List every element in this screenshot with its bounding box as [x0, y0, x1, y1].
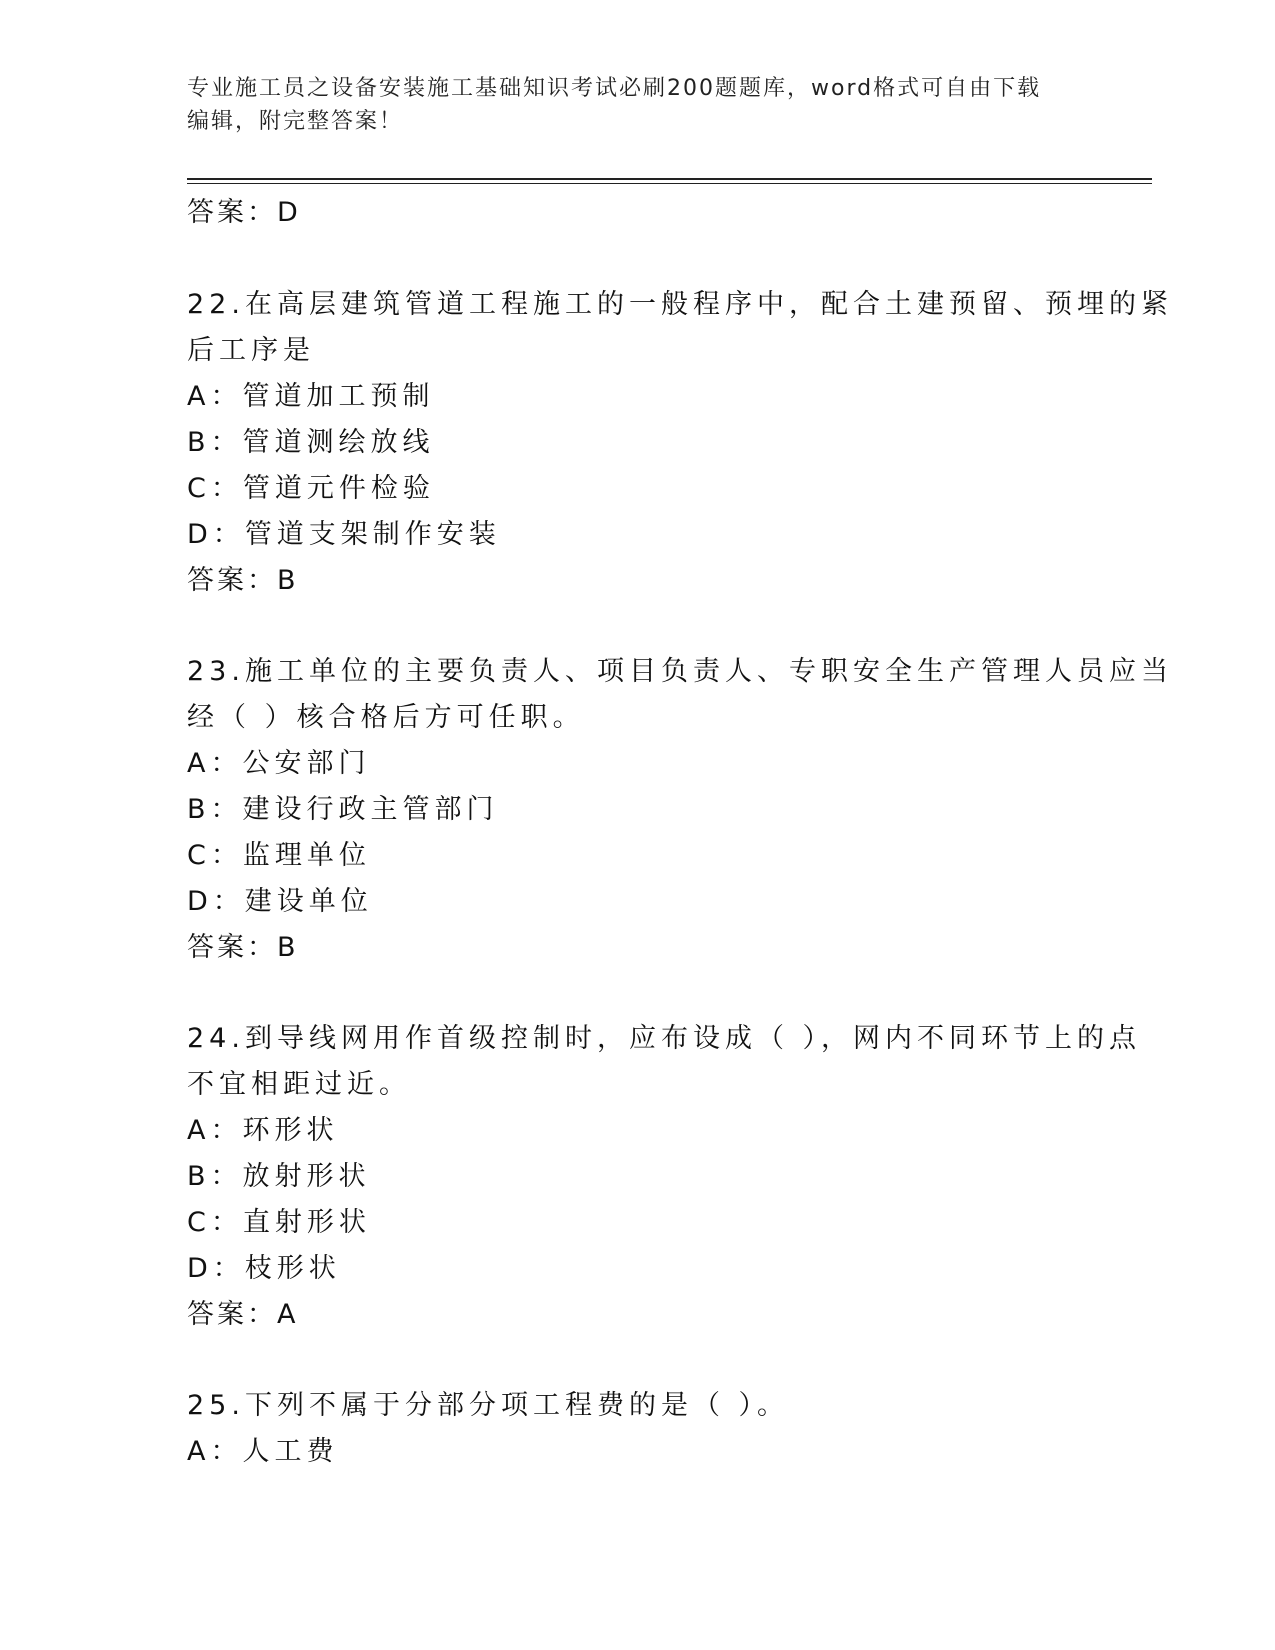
page-header — [187, 72, 1067, 138]
question-stem-line: 25.下列不属于分部分项工程费的是（ ）。 — [187, 1390, 790, 1421]
option-c: C：管道元件检验 — [187, 473, 435, 504]
header-rule-thin — [187, 183, 1152, 184]
option-b: B：管道测绘放线 — [187, 427, 435, 458]
answer: 答案：B — [187, 932, 299, 963]
question-stem-line: 后工序是 — [187, 335, 315, 366]
question-list — [187, 190, 1173, 1475]
option-a: A：管道加工预制 — [187, 381, 435, 412]
option-b: B：建设行政主管部门 — [187, 794, 499, 825]
answer-21: 答案：D — [187, 197, 301, 228]
answer: 答案：A — [187, 1299, 299, 1330]
question-25 — [187, 1383, 1087, 1475]
question-23 — [187, 649, 1173, 971]
answer: 答案：B — [187, 565, 299, 596]
option-d: D：管道支架制作安装 — [187, 519, 501, 550]
question-stem-line: 22.在高层建筑管道工程施工的一般程序中，配合土建预留、预埋的紧 — [187, 289, 1173, 320]
option-a: A：公安部门 — [187, 748, 371, 779]
question-24 — [187, 1016, 1142, 1338]
header-rule-thick — [187, 178, 1152, 180]
option-d: D：枝形状 — [187, 1253, 341, 1284]
question-stem-line: 23.施工单位的主要负责人、项目负责人、专职安全生产管理人员应当 — [187, 656, 1173, 687]
option-c: C：直射形状 — [187, 1207, 371, 1238]
option-b: B：放射形状 — [187, 1161, 371, 1192]
option-a: A：人工费 — [187, 1436, 339, 1467]
option-d: D：建设单位 — [187, 886, 373, 917]
header-line-1: 专业施工员之设备安装施工基础知识考试必刷200题题库，word格式可自由下载 — [187, 76, 1042, 101]
question-stem-line: 经（ ）核合格后方可任职。 — [187, 702, 585, 733]
question-stem-line: 不宜相距过近。 — [187, 1069, 411, 1100]
option-a: A：环形状 — [187, 1115, 339, 1146]
header-line-2: 编辑，附完整答案！ — [187, 109, 404, 134]
option-c: C：监理单位 — [187, 840, 371, 871]
question-stem-line: 24.到导线网用作首级控制时，应布设成（ ），网内不同环节上的点 — [187, 1023, 1142, 1054]
question-22 — [187, 282, 1173, 604]
